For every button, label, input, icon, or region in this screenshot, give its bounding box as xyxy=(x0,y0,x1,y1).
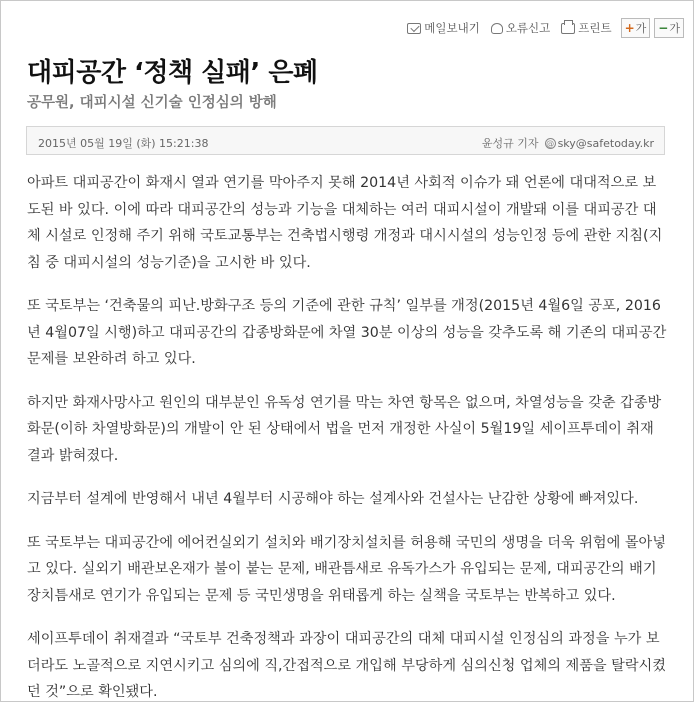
article-paragraph: 또 국토부는 ‘건축물의 피난.방화구조 등의 기준에 관한 규칙’ 일부를 개정(2015년 4월6일 공포, 2016년 4월07일 시행)하고 대피공간의 갑종방화문에 차열 30분 이상의 성능을 갖추도록 해 기존의 대피공간 문제를 보완하려 하고 있다. xyxy=(27,298,667,367)
bug-icon xyxy=(491,23,503,34)
reporter-email-link[interactable]: sky@safetoday.kr xyxy=(557,136,654,150)
at-icon: @ xyxy=(546,138,555,148)
print-button[interactable] xyxy=(561,20,611,36)
report-error-button[interactable] xyxy=(491,20,550,36)
reporter-name: 윤성규 기자 xyxy=(481,137,539,150)
font-smaller-label: 가 xyxy=(669,22,680,35)
article-body xyxy=(27,170,667,723)
font-smaller-button[interactable] xyxy=(654,18,684,38)
article-paragraph: 세이프투데이 취재결과 “국토부 건축정책과 과장이 대피공간의 대체 대피시설 인정심의 과정을 누가 보더라도 노골적으로 지연시키고 심의에 직,간접적으로 개입해 부당하게 심의신청 업체의 제품을 탈락시켰던 것”으로 확인됐다. xyxy=(27,631,666,700)
plus-icon: + xyxy=(624,21,635,35)
publish-date: 2015년 05월 19일 (화) 15:21:38 xyxy=(38,137,209,150)
article-subtitle: 공무원, 대피시설 신기술 인정심의 방해 xyxy=(27,95,277,111)
article-paragraph: 아파트 대피공간이 화재시 열과 연기를 막아주지 못해 2014년 사회적 이슈가 돼 언론에 대대적으로 보도된 바 있다. 이에 따라 대피공간의 성능과 기능을 대체하는 여러 대피시설이 개발돼 이를 대피공간 대체 시설로 인정해 주기 위해 국토교통부는 건축법시행령 개정과 대시시설의 성능인정 등에 관한 지침(지침 중 대피시설의 성능기준)을 고시한 바 있다. xyxy=(27,175,663,271)
article-toolbar xyxy=(396,18,684,38)
minus-icon: − xyxy=(658,21,669,35)
print-label: 프린트 xyxy=(578,21,612,35)
envelope-icon xyxy=(407,23,421,34)
email-label: 메일보내기 xyxy=(424,21,480,35)
font-larger-label: 가 xyxy=(635,22,647,35)
report-error-label: 오류신고 xyxy=(505,21,551,35)
article-paragraph: 하지만 화재사망사고 원인의 대부분인 유독성 연기를 막는 차연 항목은 없으며, 차열성능을 갖춘 갑종방화문(이하 차열방화문)의 개발이 안 된 상태에서 법을 먼저 개정한 사실이 5월19일 세이프투데이 취재 결과 밝혀졌다. xyxy=(27,394,662,464)
printer-icon xyxy=(561,23,575,34)
article-title: 대피공간 ‘정책 실패’ 은폐 xyxy=(27,58,318,88)
article-paragraph: 또 국토부는 대피공간에 에어컨실외기 설치와 배기장치설치를 허용해 국민의 생명을 더욱 위험에 몰아넣고 있다. 실외기 배관보온재가 불이 붙는 문제, 배관틈새로 유독가스가 유입되는 문제, 대피공간의 배기장치틈새로 연기가 유입되는 문제 등 국민생명을 위태롭게 하는 실책을 국토부는 반복하고 있다. xyxy=(27,534,666,604)
article-meta-bar xyxy=(26,126,665,155)
font-larger-button[interactable] xyxy=(621,18,651,38)
article-paragraph: 지금부터 설계에 반영해서 내년 4월부터 시공해야 하는 설계사와 건설사는 난감한 상황에 빠져있다. xyxy=(27,491,639,507)
email-button[interactable] xyxy=(407,20,480,36)
byline xyxy=(482,135,654,151)
